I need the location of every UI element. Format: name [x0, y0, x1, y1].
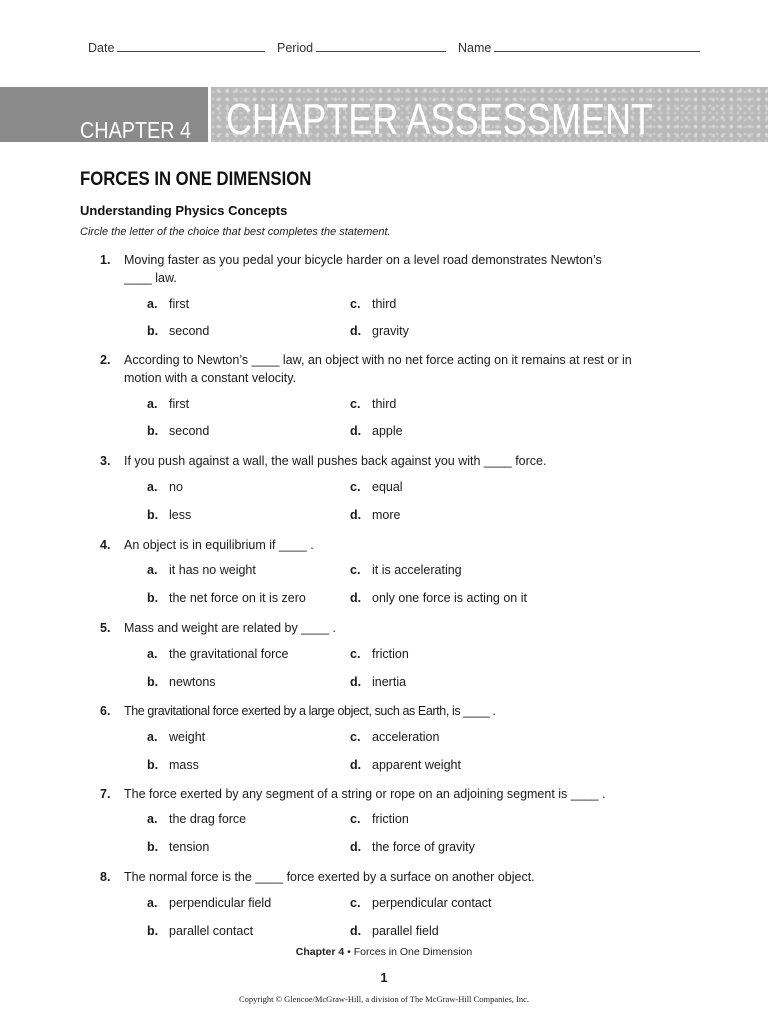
- page-number: 1: [380, 970, 388, 985]
- option-5a[interactable]: [147, 647, 289, 661]
- option-text: second: [169, 424, 210, 438]
- option-5c[interactable]: [350, 647, 409, 661]
- option-letter: c.: [350, 563, 361, 577]
- option-text: inertia: [372, 675, 407, 689]
- option-text: only one force is acting on it: [372, 591, 527, 605]
- option-2c[interactable]: [350, 397, 396, 411]
- option-8b[interactable]: [147, 924, 253, 938]
- option-2b[interactable]: [147, 424, 209, 438]
- date-line: [117, 39, 265, 52]
- instructions: Circle the letter of the choice that best completes the statement.: [80, 226, 391, 238]
- option-text: no: [169, 480, 183, 494]
- footer-bullet: •: [347, 946, 351, 958]
- option-letter: a.: [147, 812, 158, 826]
- option-letter: b.: [147, 840, 159, 854]
- page-title: FORCES IN ONE DIMENSION: [80, 169, 312, 190]
- date-field: [88, 39, 265, 55]
- option-text: second: [169, 324, 210, 338]
- option-letter: b.: [147, 591, 159, 605]
- option-letter: c.: [350, 397, 361, 411]
- question-text: If you push against a wall, the wall pushes back against you with ____ force.: [124, 454, 547, 468]
- question-text: The gravitational force exerted by a large object, such as Earth, is ____ .: [124, 704, 496, 718]
- option-text: parallel contact: [169, 924, 254, 938]
- question-line-1: Moving faster as you pedal your bicycle harder on a level road demonstrates Newton’s: [124, 253, 602, 267]
- option-letter: b.: [147, 508, 159, 522]
- option-letter: d.: [350, 324, 362, 338]
- chapter-banner: [0, 87, 768, 142]
- option-letter: b.: [147, 758, 159, 772]
- option-3d[interactable]: [350, 508, 400, 522]
- option-text: it is accelerating: [372, 563, 462, 577]
- question-number: 3.: [100, 454, 111, 468]
- option-letter: d.: [350, 675, 362, 689]
- option-2d[interactable]: [350, 424, 403, 438]
- option-text: less: [169, 508, 192, 522]
- option-1c[interactable]: [350, 297, 396, 311]
- option-letter: a.: [147, 647, 158, 661]
- option-letter: b.: [147, 924, 159, 938]
- name-field: [458, 39, 700, 55]
- question-line-2: ____ law.: [124, 271, 177, 285]
- question-line-2: motion with a constant velocity.: [124, 371, 297, 385]
- option-text: third: [372, 397, 397, 411]
- name-line: [494, 39, 700, 52]
- option-6a[interactable]: [147, 730, 205, 744]
- option-text: friction: [372, 812, 409, 826]
- option-letter: d.: [350, 758, 362, 772]
- question-number: 2.: [100, 353, 111, 367]
- option-1d[interactable]: [350, 324, 409, 338]
- option-letter: c.: [350, 480, 361, 494]
- option-6b[interactable]: [147, 758, 199, 772]
- page-footer: [0, 946, 768, 958]
- option-text: acceleration: [372, 730, 440, 744]
- option-text: the force of gravity: [372, 840, 475, 854]
- option-8c[interactable]: [350, 896, 492, 910]
- option-4d[interactable]: [350, 591, 527, 605]
- name-label: Name: [458, 41, 492, 55]
- option-text: third: [372, 297, 397, 311]
- question-number: 5.: [100, 621, 111, 635]
- question-text: The force exerted by any segment of a string or rope on an adjoining segment is ____ .: [124, 787, 606, 801]
- option-4a[interactable]: [147, 563, 256, 577]
- option-8a[interactable]: [147, 896, 271, 910]
- chapter-label: CHAPTER 4: [80, 117, 192, 143]
- option-3c[interactable]: [350, 480, 403, 494]
- option-text: first: [169, 397, 190, 411]
- option-1b[interactable]: [147, 324, 209, 338]
- option-letter: c.: [350, 896, 361, 910]
- option-letter: d.: [350, 424, 362, 438]
- option-7c[interactable]: [350, 812, 409, 826]
- chapter-title: CHAPTER ASSESSMENT: [226, 95, 654, 144]
- option-letter: a.: [147, 397, 158, 411]
- period-line: [316, 39, 446, 52]
- option-text: apple: [372, 424, 403, 438]
- period-field: [277, 39, 446, 55]
- option-text: weight: [169, 730, 206, 744]
- option-6d[interactable]: [350, 758, 461, 772]
- option-letter: a.: [147, 563, 158, 577]
- question-text: The normal force is the ____ force exerted by a surface on another object.: [124, 870, 535, 884]
- option-text: perpendicular contact: [372, 896, 492, 910]
- option-letter: d.: [350, 591, 362, 605]
- question-number: 6.: [100, 704, 111, 718]
- period-label: Period: [277, 41, 314, 55]
- option-letter: b.: [147, 324, 159, 338]
- question-text: [124, 351, 654, 387]
- option-text: first: [169, 297, 190, 311]
- option-letter: a.: [147, 730, 158, 744]
- option-text: newtons: [169, 675, 216, 689]
- option-text: parallel field: [372, 924, 439, 938]
- option-7d[interactable]: [350, 840, 475, 854]
- footer-topic: Forces in One Dimension: [353, 946, 473, 958]
- option-letter: a.: [147, 297, 158, 311]
- option-text: apparent weight: [372, 758, 461, 772]
- option-1a[interactable]: [147, 297, 189, 311]
- option-4b[interactable]: [147, 591, 306, 605]
- option-letter: c.: [350, 730, 361, 744]
- question-line-1: According to Newton’s ____ law, an object with no net force acting on it remains at rest or in: [124, 353, 632, 367]
- option-text: equal: [372, 480, 403, 494]
- copyright: Copyright © Glencoe/McGraw-Hill, a division of The McGraw-Hill Companies, Inc.: [238, 994, 530, 1004]
- option-text: perpendicular field: [169, 896, 272, 910]
- option-8d[interactable]: [350, 924, 439, 938]
- option-3a[interactable]: [147, 480, 183, 494]
- section-heading: Understanding Physics Concepts: [80, 203, 288, 218]
- question-number: 4.: [100, 538, 111, 552]
- option-letter: b.: [147, 424, 159, 438]
- option-6c[interactable]: [350, 730, 439, 744]
- option-letter: b.: [147, 675, 159, 689]
- question-text: An object is in equilibrium if ____ .: [124, 538, 314, 552]
- date-label: Date: [88, 41, 115, 55]
- option-text: friction: [372, 647, 409, 661]
- question-number: 8.: [100, 870, 111, 884]
- option-letter: a.: [147, 896, 158, 910]
- option-letter: c.: [350, 297, 361, 311]
- option-letter: d.: [350, 508, 362, 522]
- question-text: Mass and weight are related by ____ .: [124, 621, 336, 635]
- option-2a[interactable]: [147, 397, 189, 411]
- question-number: 7.: [100, 787, 111, 801]
- question-number: 1.: [100, 253, 111, 267]
- option-letter: d.: [350, 924, 362, 938]
- option-letter: a.: [147, 480, 158, 494]
- option-5b[interactable]: [147, 675, 216, 689]
- option-7a[interactable]: [147, 812, 246, 826]
- option-5d[interactable]: [350, 675, 406, 689]
- option-text: more: [372, 508, 401, 522]
- option-letter: c.: [350, 812, 361, 826]
- option-letter: c.: [350, 647, 361, 661]
- option-text: tension: [169, 840, 210, 854]
- option-7b[interactable]: [147, 840, 209, 854]
- option-text: mass: [169, 758, 199, 772]
- question-text: [124, 251, 654, 287]
- option-text: it has no weight: [169, 563, 256, 577]
- option-text: gravity: [372, 324, 409, 338]
- option-text: the drag force: [169, 812, 247, 826]
- option-text: the net force on it is zero: [169, 591, 306, 605]
- option-3b[interactable]: [147, 508, 191, 522]
- option-text: the gravitational force: [169, 647, 289, 661]
- option-4c[interactable]: [350, 563, 462, 577]
- footer-chapter: Chapter 4: [295, 946, 345, 958]
- option-letter: d.: [350, 840, 362, 854]
